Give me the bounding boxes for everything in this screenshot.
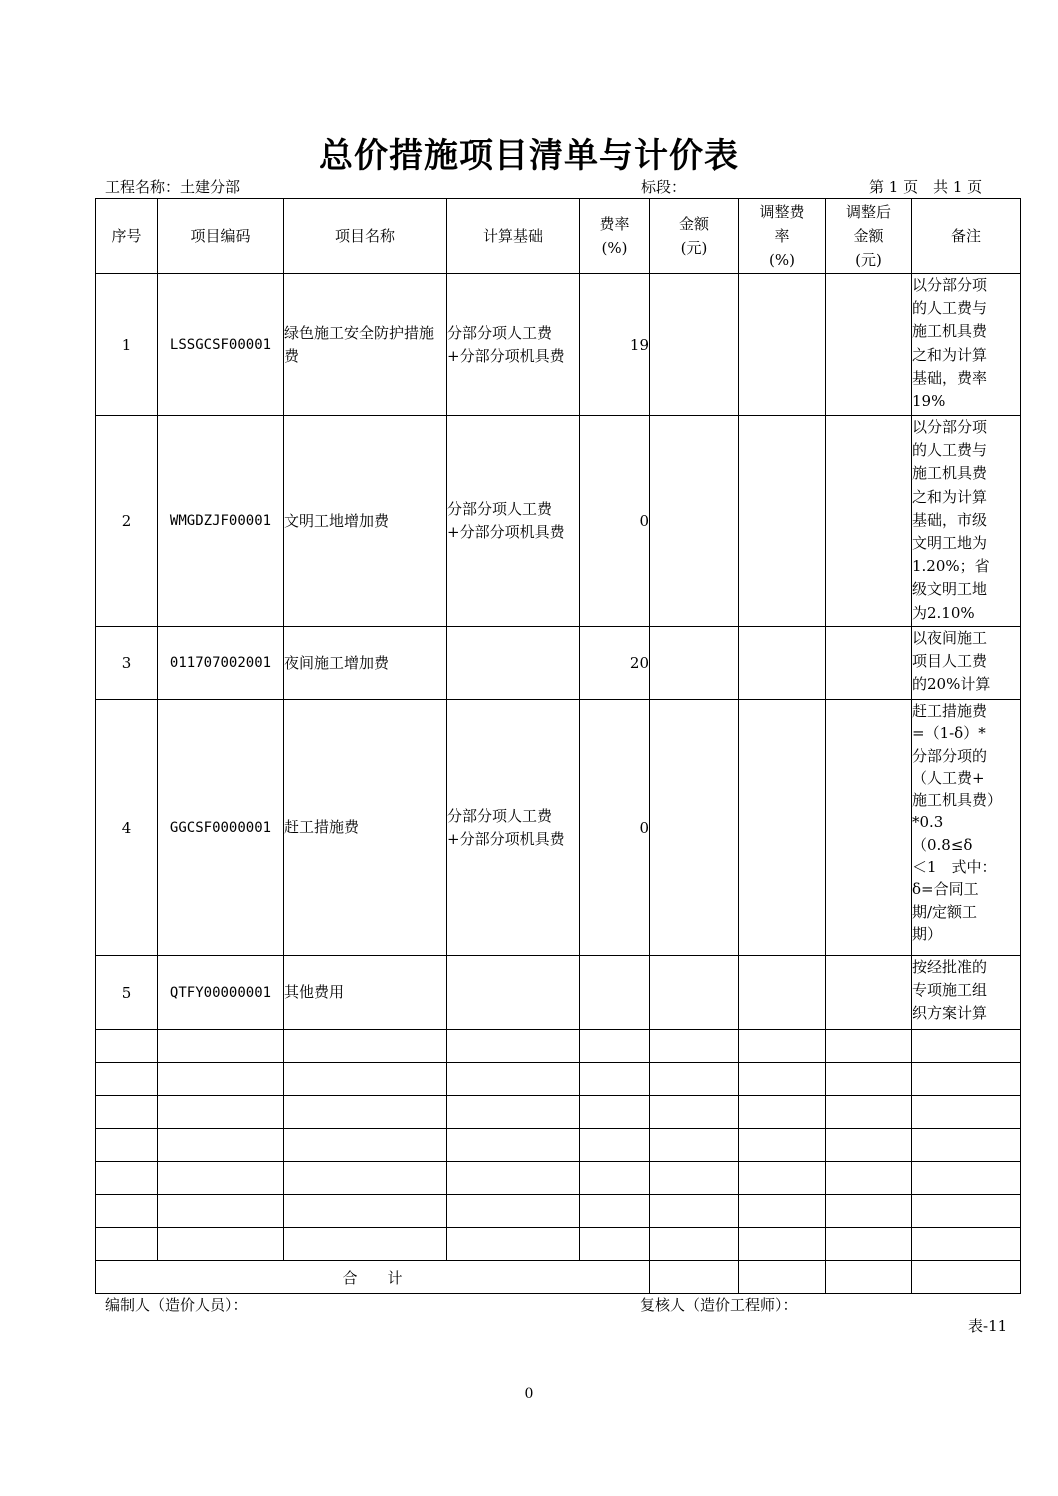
cell-adj-amount [826,274,912,416]
cell-name: 文明工地增加费 [284,416,447,627]
col-base-header: 计算基础 [447,199,580,274]
table-row [96,416,1021,627]
table-row [96,274,1021,416]
page-title: 总价措施项目清单与计价表 [319,136,739,176]
cell-base [447,627,580,700]
cell-amount [650,627,739,700]
col-adj-rate-header: 调整费 率 (%) [739,199,826,274]
col-rate-header: 费率 (%) [580,199,650,274]
cell-adj-amount [826,416,912,627]
total-amount [650,1261,739,1294]
cell-note: 以分部分项 的人工费与 施工机具费 之和为计算 基础，市级 文明工地为 1.20%；省 级文明工地 为2.10% [912,416,1021,627]
cell-adj-rate [739,956,826,1030]
cell-adj-rate [739,627,826,700]
cell-code: LSSGCSF00001 [158,274,284,416]
cell-amount [650,956,739,1030]
cell-note: 以分部分项 的人工费与 施工机具费 之和为计算 基础，费率 19% [912,274,1021,416]
cell-code: WMGDZJF00001 [158,416,284,627]
cell-amount [650,700,739,956]
cell-adj-rate [739,700,826,956]
col-seq-header: 序号 [96,199,158,274]
reviewer-label: 复核人（造价工程师）： [640,1296,798,1314]
section-label: 标段： [641,178,687,196]
cell-seq: 2 [96,416,158,627]
empty-row [96,1162,1021,1195]
cell-seq: 5 [96,956,158,1030]
cell-note: 以夜间施工 项目人工费 的20%计算 [912,627,1021,700]
table-row [96,956,1021,1030]
empty-row [96,1096,1021,1129]
page-indicator: 第 1 页 共 1 页 [869,178,983,196]
total-row [96,1261,1021,1294]
measures-table [95,198,1021,1294]
cell-base [447,956,580,1030]
cell-adj-amount [826,956,912,1030]
cell-seq: 1 [96,274,158,416]
cell-rate: 20 [580,627,650,700]
cell-adj-amount [826,627,912,700]
cell-base: 分部分项人工费+分部分项机具费 [447,700,580,956]
cell-note: 按经批准的 专项施工组 织方案计算 [912,956,1021,1030]
total-note [912,1261,1021,1294]
table-row [96,700,1021,956]
cell-note: 赶工措施费 =（1-δ）* 分部分项的 （人工费+ 施工机具费） *0.3 （0.8≤δ ＜1 式中： δ=合同工 期/定额工 期） [912,700,1021,956]
col-code-header: 项目编码 [158,199,284,274]
cell-rate: 19 [580,274,650,416]
empty-row [96,1030,1021,1063]
empty-row [96,1195,1021,1228]
cell-seq: 4 [96,700,158,956]
cell-amount [650,274,739,416]
total-adj-rate [739,1261,826,1294]
total-adj-amount [826,1261,912,1294]
cell-base: 分部分项人工费+分部分项机具费 [447,416,580,627]
cell-amount [650,416,739,627]
cell-code: 011707002001 [158,627,284,700]
empty-row [96,1063,1021,1096]
cell-code: QTFY00000001 [158,956,284,1030]
cell-adj-rate [739,274,826,416]
empty-row [96,1228,1021,1261]
cell-rate: 0 [580,700,650,956]
col-name-header: 项目名称 [284,199,447,274]
preparer-label: 编制人（造价人员）： [105,1296,248,1314]
cell-adj-rate [739,416,826,627]
cell-name: 绿色施工安全防护措施费 [284,274,447,416]
cell-rate [580,956,650,1030]
cell-seq: 3 [96,627,158,700]
cell-name: 赶工措施费 [284,700,447,956]
empty-row [96,1129,1021,1162]
col-note-header: 备注 [912,199,1021,274]
table-header-row [96,199,1021,274]
cell-rate: 0 [580,416,650,627]
cell-base: 分部分项人工费+分部分项机具费 [447,274,580,416]
total-label: 合 计 [96,1261,650,1294]
cell-adj-amount [826,700,912,956]
table-row [96,627,1021,700]
cell-name: 其他费用 [284,956,447,1030]
page-number: 0 [524,1386,534,1402]
col-adj-amount-header: 调整后 金额 (元) [826,199,912,274]
form-number: 表-11 [968,1317,1008,1335]
cell-code: GGCSF0000001 [158,700,284,956]
cell-name: 夜间施工增加费 [284,627,447,700]
col-amount-header: 金额 (元) [650,199,739,274]
project-name: 工程名称：土建分部 [105,178,241,196]
